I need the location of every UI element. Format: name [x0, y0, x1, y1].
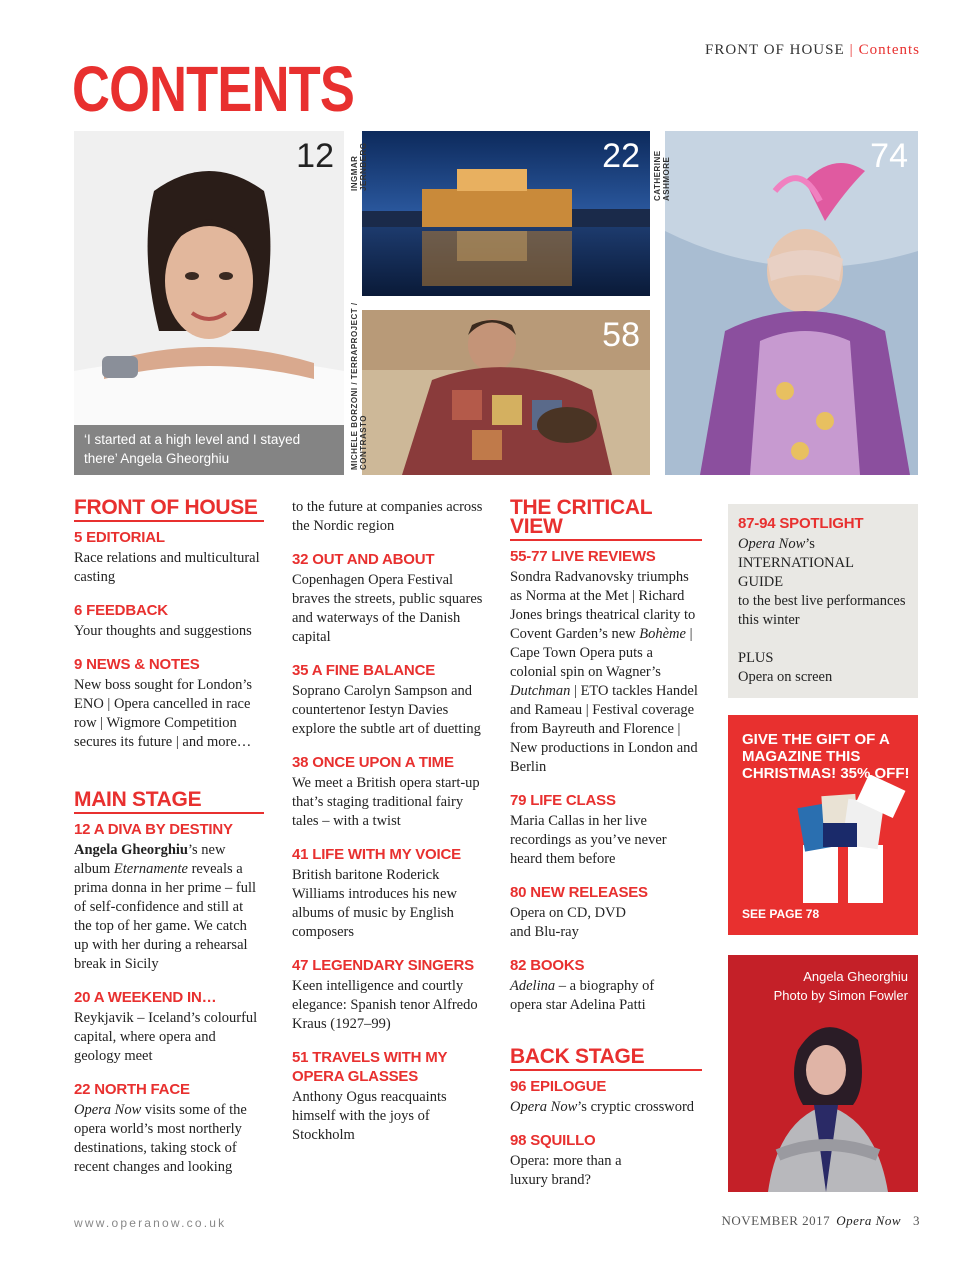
- item-head-editorial[interactable]: 5 EDITORIAL: [74, 529, 165, 546]
- item-head-feedback[interactable]: 6 FEEDBACK: [74, 602, 168, 619]
- books-text: – a biography of opera star Adelina Patti: [510, 978, 655, 1013]
- item-body-weekend: Reykjavik – Iceland’s colourful capital, where opera and geology meet: [74, 1010, 258, 1064]
- heading-front-of-house: FRONT OF HOUSE: [74, 498, 264, 522]
- diva-text-a: ’s new album: [74, 842, 226, 877]
- item-body-feedback: Your thoughts and suggestions: [74, 623, 252, 639]
- item-head-north-face[interactable]: 22 NORTH FACE: [74, 1081, 190, 1098]
- item-body-out-about: Copenhagen Opera Festival braves the streets, public squares and waterways of the Danish capital: [292, 572, 483, 645]
- gift-subscription-ad[interactable]: [728, 715, 918, 935]
- reviews-text-1: Sondra Radvanovsky triumphs as Norma at the Met | Richard Jones brings theatrical clarity to Covent Garden’s new: [510, 569, 696, 642]
- photo-masked-singer[interactable]: [665, 131, 918, 475]
- item-body-editorial: Race relations and multicultural casting: [74, 550, 260, 585]
- item-body-legendary: Keen intelligence and courtly elegance: Spanish tenor Alfredo Kraus (1927–99): [292, 978, 478, 1032]
- item-body-travels: Anthony Ogus reacquaints himself with the joys of Stockholm: [292, 1089, 447, 1143]
- spotlight-line-1: [738, 535, 908, 554]
- item-head-life-class[interactable]: 79 LIFE CLASS: [510, 792, 616, 809]
- spotlight-suffix: ’s: [805, 536, 815, 552]
- page-number-74: 74: [870, 137, 908, 175]
- item-body-north-face: [74, 1101, 264, 1177]
- item-head-legendary[interactable]: 47 LEGENDARY SINGERS: [292, 957, 474, 974]
- item-head-life-voice[interactable]: 41 LIFE WITH MY VOICE: [292, 846, 461, 863]
- heading-main-stage: MAIN STAGE: [74, 790, 264, 814]
- footer-url[interactable]: www.operanow.co.uk: [74, 1216, 227, 1230]
- item-body-squillo: Opera: more than a luxury brand?: [510, 1153, 622, 1188]
- footer-page-number: 3: [913, 1213, 920, 1228]
- item-head-out-about[interactable]: 32 OUT AND ABOUT: [292, 551, 435, 568]
- photo-caption: ‘I started at a high level and I stayed there’ Angela Gheorghiu: [74, 425, 344, 475]
- footer-magazine: Opera Now: [836, 1213, 901, 1228]
- spotlight-line-3: to the best live performances this winter: [738, 593, 906, 628]
- item-body-life-class: Maria Callas in her live recordings as you’ve never heard them before: [510, 813, 667, 867]
- page-number-22: 22: [602, 137, 640, 175]
- section-tag: [705, 42, 920, 59]
- north-face-mag: Opera Now: [74, 1102, 142, 1118]
- north-face-continued: to the future at companies across the Nordic region: [292, 499, 483, 534]
- column-features: [292, 498, 484, 1145]
- column-front-main: [74, 498, 264, 1177]
- diva-name: Angela Gheorghiu: [74, 842, 188, 858]
- spotlight-box[interactable]: [728, 504, 918, 698]
- item-head-squillo[interactable]: 98 SQUILLO: [510, 1132, 596, 1149]
- page-number-12: 12: [296, 137, 334, 175]
- diva-album: Eternamente: [113, 861, 188, 877]
- photo-boheme[interactable]: [362, 310, 650, 475]
- item-body-books: [510, 977, 670, 1015]
- item-head-epilogue[interactable]: 96 EPILOGUE: [510, 1078, 607, 1095]
- spotlight-mag: Opera Now: [738, 536, 806, 552]
- item-head-once-upon[interactable]: 38 ONCE UPON A TIME: [292, 754, 454, 771]
- section-label: FRONT OF HOUSE: [705, 42, 845, 58]
- epilogue-text: ’s cryptic crossword: [577, 1099, 695, 1115]
- item-head-new-releases[interactable]: 80 NEW RELEASES: [510, 884, 648, 901]
- reviews-text-2: | Cape Town Opera puts a colonial spin on Wagner’s: [510, 626, 693, 680]
- footer-date: NOVEMBER 2017: [721, 1213, 831, 1228]
- spotlight-head: 87-94 SPOTLIGHT: [738, 515, 864, 532]
- item-head-travels[interactable]: 51 TRAVELS WITH MY OPERA GLASSES: [292, 1049, 448, 1085]
- heading-critical-view: THE CRITICAL VIEW: [510, 498, 702, 541]
- gift-title: GIVE THE GIFT OF A MAGAZINE THIS CHRISTMAS! 35% OFF!: [742, 731, 910, 782]
- item-body-life-voice: British baritone Roderick Williams introduces his new albums of music by English composers: [292, 867, 457, 940]
- gift-see-page[interactable]: SEE PAGE 78: [742, 907, 820, 921]
- item-body-news: New boss sought for London’s ENO | Opera cancelled in race row | Wigmore Competition secures its future | and more…: [74, 677, 253, 750]
- item-body-new-releases: Opera on CD, DVD and Blu-ray: [510, 905, 626, 940]
- photo-credit-58: MICHELE BORZONI / TERRAPROJECT / CONTRASTO: [350, 302, 368, 470]
- photo-angela-portrait[interactable]: [728, 955, 918, 1192]
- books-title: Adelina: [510, 978, 556, 994]
- subsection-label: Contents: [858, 42, 920, 58]
- gift-box-icon: [783, 775, 908, 905]
- item-body-once-upon: We meet a British opera start-up that’s staging traditional fairy tales – with a twist: [292, 775, 480, 829]
- item-head-live-reviews[interactable]: 55-77 LIVE REVIEWS: [510, 548, 656, 565]
- item-head-news[interactable]: 9 NEWS & NOTES: [74, 656, 200, 673]
- north-face-text: visits some of the opera world’s most northerly destinations, taking stock of recent changes and looking: [74, 1102, 247, 1175]
- section-separator: |: [849, 42, 854, 58]
- photo-credit-74: CATHERINE ASHMORE: [653, 150, 671, 201]
- angela-caption: [774, 967, 908, 1005]
- reviews-text-3: | ETO tackles Handel and Rameau | Festival coverage from Bayreuth and Florence | New productions in London and Berlin: [510, 683, 698, 775]
- column-critical-back: [510, 498, 702, 1190]
- masked-singer-illustration: [665, 131, 918, 475]
- photo-opera-house[interactable]: [362, 131, 650, 296]
- page-title: CONTENTS: [72, 53, 355, 125]
- item-body-fine-balance: Soprano Carolyn Sampson and countertenor Iestyn Davies explore the subtle art of duetting: [292, 683, 481, 737]
- item-head-fine-balance[interactable]: 35 A FINE BALANCE: [292, 662, 436, 679]
- reviews-boheme: Bohème: [639, 626, 686, 642]
- angela-name: Angela Gheorghiu: [803, 969, 908, 984]
- item-head-diva[interactable]: 12 A DIVA BY DESTINY: [74, 821, 233, 838]
- spotlight-line-4: Opera on screen: [738, 669, 833, 685]
- portrait-illustration: [74, 131, 344, 475]
- item-body-live-reviews: [510, 568, 702, 777]
- item-body-diva: [74, 841, 264, 974]
- reviews-dutchman: Dutchman: [510, 683, 571, 699]
- footer-issue: [721, 1213, 920, 1229]
- spotlight-plus: PLUS: [738, 650, 774, 666]
- spotlight-line-2: INTERNATIONAL GUIDE: [738, 555, 854, 590]
- epilogue-mag: Opera Now: [510, 1099, 578, 1115]
- item-head-weekend[interactable]: 20 A WEEKEND IN…: [74, 989, 217, 1006]
- diva-text-b: reveals a prima donna in her prime – full of self-confidence and still at the top of her game. We catch up with her during a rehearsal break in Sicily: [74, 861, 257, 972]
- item-head-books[interactable]: 82 BOOKS: [510, 957, 585, 974]
- heading-back-stage: BACK STAGE: [510, 1047, 702, 1071]
- angela-photo-credit: Photo by Simon Fowler: [773, 988, 908, 1003]
- page-number-58: 58: [602, 316, 640, 354]
- photo-angela-gheorghiu[interactable]: [74, 131, 344, 475]
- item-body-epilogue: [510, 1098, 702, 1117]
- photo-credit-22: INGMAR JERNBERG: [350, 142, 368, 191]
